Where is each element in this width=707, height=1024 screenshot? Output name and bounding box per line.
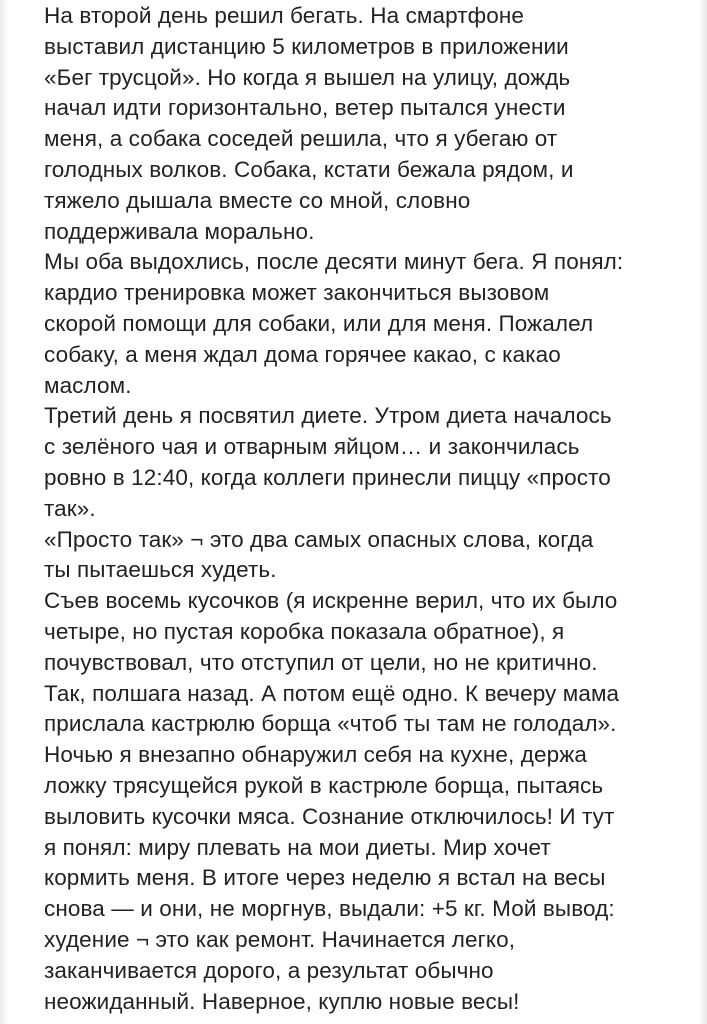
paragraph	[44, 525, 674, 587]
text-line: выставил дистанцию 5 километров в приложении	[44, 33, 569, 59]
text-line: поддерживала морально.	[44, 218, 315, 244]
text-line: так».	[44, 495, 96, 521]
text-line: тяжело дышала вместе со мной, словно	[44, 187, 471, 213]
paragraph	[44, 586, 674, 1017]
text-line: Третий день я посвятил диете. Утром диета началось	[44, 403, 612, 429]
text-line: Так, полшага назад. А потом ещё одно. К вечеру мама	[44, 680, 620, 706]
text-line: кормить меня. В итоге через неделю я встал на весы	[44, 865, 606, 891]
text-line: голодных волков. Собака, кстати бежала рядом, и	[44, 156, 574, 182]
text-line: «Просто так» ¬ это два самых опасных слова, когда	[44, 526, 594, 552]
paragraph	[44, 247, 674, 401]
text-line: выловить кусочки мяса. Сознание отключилось! И тут	[44, 803, 615, 829]
text-line: снова — и они, не моргнув, выдали: +5 кг. Мой вывод:	[44, 896, 615, 922]
text-line: начал идти горизонтально, ветер пытался унести	[44, 95, 566, 121]
text-line: ложку трясущейся рукой в кастрюле борща, пытаясь	[44, 772, 604, 798]
page-edge-left	[0, 0, 8, 1024]
text-line: Ночью я внезапно обнаружил себя на кухне, держа	[44, 742, 587, 768]
text-line: «Бег трусцой». Но когда я вышел на улицу, дождь	[44, 64, 571, 90]
page-edge-right	[698, 0, 707, 1024]
text-line: с зелёного чая и отварным яйцом… и закончилась	[44, 434, 580, 460]
text-line: худение ¬ это как ремонт. Начинается легко,	[44, 926, 516, 952]
text-line: прислала кастрюлю борща «чтоб ты там не голодал».	[44, 711, 617, 737]
text-line: меня, а собака соседей решила, что я убегаю от	[44, 126, 558, 152]
text-line: Мы оба выдохлись, после десяти минут бега. Я понял:	[44, 249, 624, 275]
text-line: заканчивается дорого, а результат обычно	[44, 957, 494, 983]
article-text	[44, 1, 674, 1017]
text-line: На второй день решил бегать. На смартфоне	[44, 3, 524, 28]
text-line: ты пытаешься худеть.	[44, 557, 277, 583]
paragraph	[44, 401, 674, 524]
paragraph	[44, 1, 674, 247]
text-line: четыре, но пустая коробка показала обратное), я	[44, 618, 565, 644]
text-line: я понял: миру плевать на мои диеты. Мир хочет	[44, 834, 551, 860]
text-line: собаку, а меня ждал дома горячее какао, с какао	[44, 341, 561, 367]
text-line: ровно в 12:40, когда коллеги принесли пиццу «просто	[44, 464, 611, 490]
text-line: кардио тренировка может закончиться вызовом	[44, 280, 550, 306]
text-line: почувствовал, что отступил от цели, но не критично.	[44, 649, 598, 675]
text-line: маслом.	[44, 372, 132, 398]
text-line: Съев восемь кусочков (я искренне верил, что их было	[44, 588, 618, 614]
text-line: скорой помощи для собаки, или для меня. Пожалел	[44, 310, 594, 336]
text-line: неожиданный. Наверное, куплю новые весы!	[44, 988, 520, 1014]
